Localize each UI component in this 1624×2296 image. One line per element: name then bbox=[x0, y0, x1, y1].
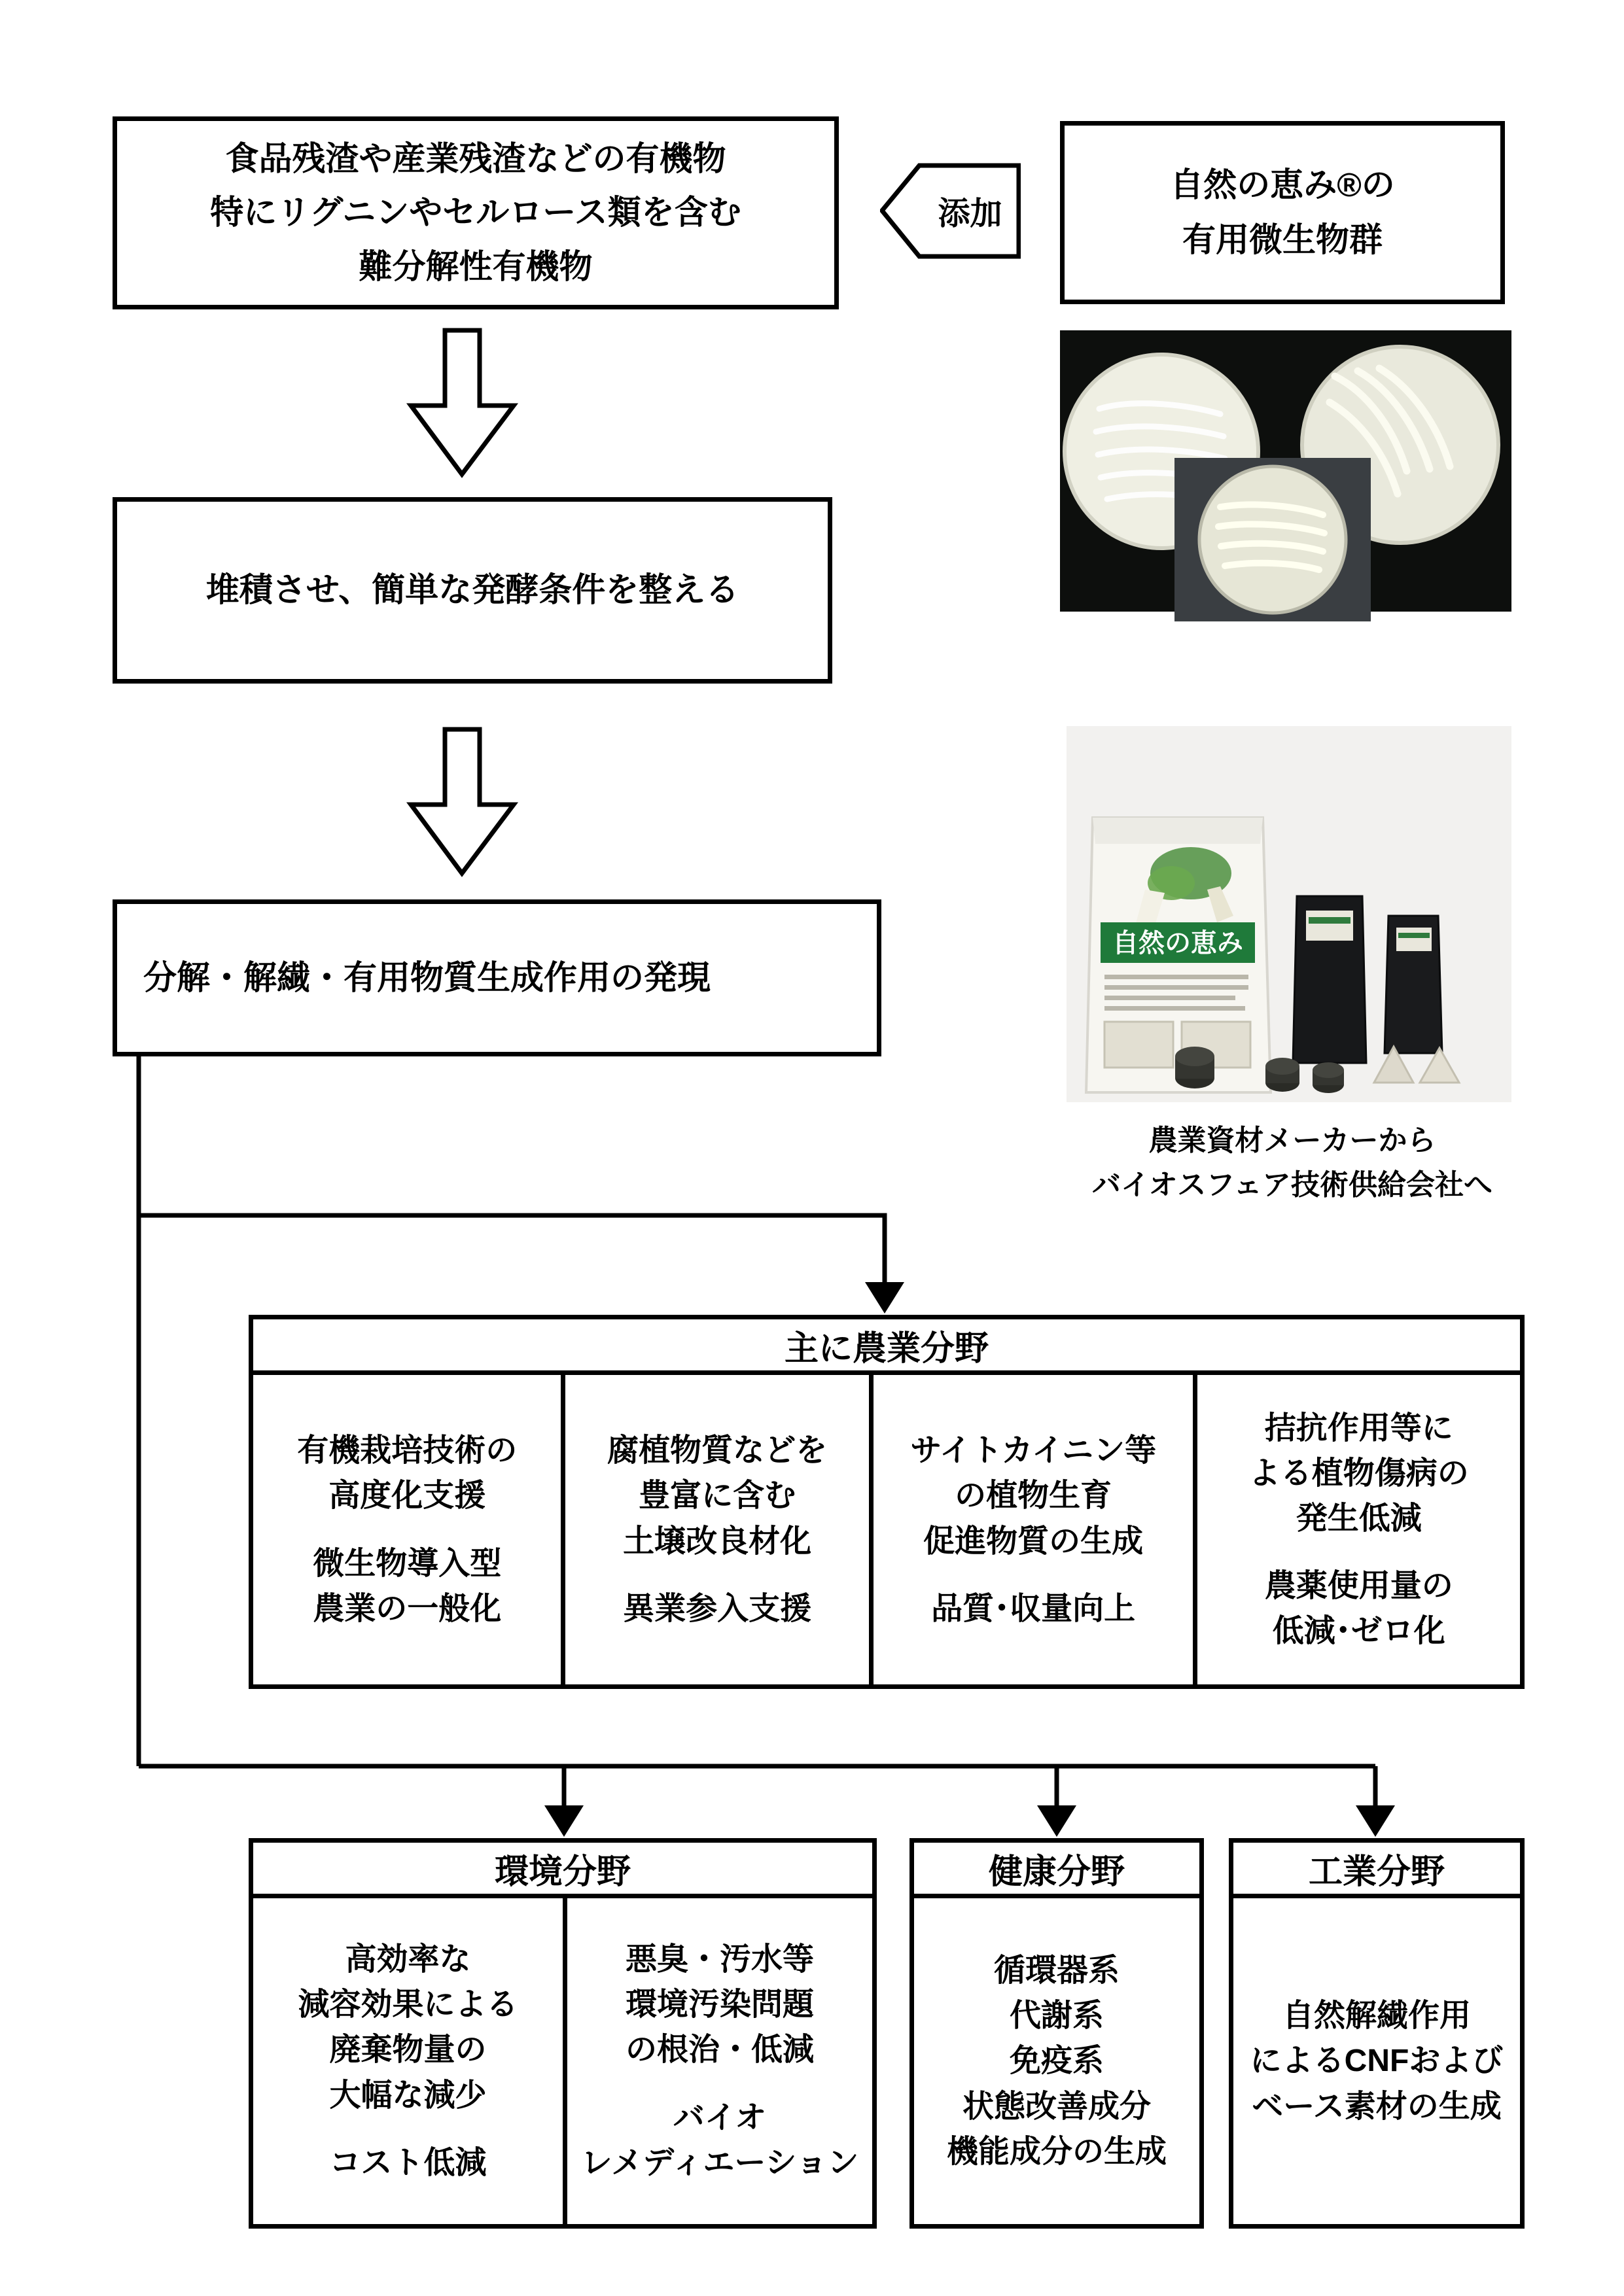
agri-c4-p1-l2: よる植物傷病の bbox=[1248, 1455, 1469, 1491]
industry-cell-cnf-generation bbox=[1233, 1898, 1520, 2224]
arrow-add-label: 添加 bbox=[938, 196, 1002, 232]
agri-cell-disease-reduction bbox=[1193, 1375, 1519, 1684]
agri-c1-p2-l1: 微生物導入型 bbox=[313, 1546, 502, 1581]
group-industry-body bbox=[1229, 1898, 1525, 2229]
env-cell-2-para-2 bbox=[581, 2095, 859, 2185]
env-c2-p2-l2: レメディエーション bbox=[580, 2145, 859, 2180]
node-microbes-line-2: 有用微生物群 bbox=[1182, 221, 1383, 258]
env-c2-p1-l2: 環境汚染問題 bbox=[625, 1987, 814, 2023]
node-organic-matter bbox=[113, 116, 839, 309]
bus-to-agri bbox=[139, 1215, 885, 1285]
down-arrow-1 bbox=[411, 330, 514, 474]
arrowhead-health bbox=[1037, 1805, 1076, 1837]
caption-supply-chain bbox=[1034, 1119, 1551, 1208]
group-industry bbox=[1229, 1838, 1525, 2229]
agri-cell-2-para-1 bbox=[607, 1428, 827, 1563]
agri-cell-4-para-2 bbox=[1265, 1563, 1453, 1654]
group-agriculture-title: 主に農業分野 bbox=[249, 1315, 1525, 1375]
group-health-body bbox=[909, 1898, 1204, 2229]
node-express-line-1: 分解・解繊・有用物質生成作用の発現 bbox=[143, 958, 711, 996]
agri-c4-p2-l2: 低減･ゼロ化 bbox=[1272, 1614, 1445, 1649]
env-c2-p2-l1: バイオ bbox=[673, 2100, 767, 2135]
agri-cell-2-para-2 bbox=[623, 1586, 811, 1631]
photo-petri-dishes bbox=[1060, 330, 1511, 654]
health-c1-l4: 状態改善成分 bbox=[962, 2089, 1151, 2124]
svg-text:自然の恵み: 自然の恵み bbox=[1112, 929, 1243, 958]
group-agriculture bbox=[249, 1315, 1525, 1689]
agri-c2-p1-l1: 腐植物質などを bbox=[607, 1433, 828, 1469]
env-cell-pollution-remediation bbox=[563, 1898, 872, 2224]
env-c2-p1-l3: の根治・低減 bbox=[625, 2032, 814, 2068]
health-c1-l5: 機能成分の生成 bbox=[946, 2134, 1167, 2169]
agri-c2-p1-l2: 豊富に含む bbox=[639, 1478, 796, 1514]
group-health-title: 健康分野 bbox=[909, 1838, 1204, 1898]
caption-supply-line-2: バイオスフェア技術供給会社へ bbox=[1091, 1169, 1493, 1202]
health-c1-l2: 代謝系 bbox=[1009, 1998, 1104, 2034]
env-cell-waste-reduction bbox=[253, 1898, 563, 2224]
env-c1-p1-l2: 減容効果による bbox=[298, 1987, 518, 2023]
node-effect-expression bbox=[113, 899, 881, 1056]
agri-cell-4-para-1 bbox=[1249, 1406, 1469, 1541]
health-c1-l3: 免疫系 bbox=[1009, 2044, 1104, 2079]
agri-c2-p2-l1: 異業参入支援 bbox=[623, 1591, 812, 1626]
agri-c3-p1-l3: 促進物質の生成 bbox=[923, 1523, 1144, 1559]
agri-c4-p1-l1: 拮抗作用等に bbox=[1264, 1410, 1453, 1446]
arrow-add-microbes bbox=[880, 141, 1021, 281]
group-agriculture-body bbox=[249, 1375, 1525, 1689]
node-microbes-line-1: 自然の恵み®の bbox=[1170, 165, 1395, 203]
agri-c3-p1-l2: の植物生育 bbox=[955, 1478, 1112, 1514]
node-organic-line-1: 食品残渣や産業残渣などの有機物 bbox=[225, 139, 726, 177]
node-organic-line-2: 特にリグニンやセルロース類を含む bbox=[210, 194, 741, 232]
node-fermentation-setup bbox=[113, 497, 832, 684]
agri-c4-p1-l3: 発生低減 bbox=[1296, 1501, 1422, 1536]
ind-c1-l3: ベース素材の生成 bbox=[1252, 2089, 1502, 2124]
health-cell-1-para-1 bbox=[947, 1948, 1167, 2174]
ind-c1-l2: によるCNFおよび bbox=[1250, 2044, 1504, 2079]
agri-c1-p2-l2: 農業の一般化 bbox=[313, 1591, 502, 1626]
ind-c1-l1: 自然解繊作用 bbox=[1282, 1998, 1471, 2034]
agri-c1-p1-l1: 有機栽培技術の bbox=[297, 1433, 518, 1469]
agri-c2-p1-l3: 土壌改良材化 bbox=[623, 1523, 812, 1559]
env-c1-p1-l4: 大幅な減少 bbox=[329, 2078, 487, 2113]
industry-cell-1-para-1 bbox=[1250, 1993, 1504, 2129]
agri-c1-p1-l2: 高度化支援 bbox=[328, 1478, 486, 1514]
health-cell-functional-components bbox=[914, 1898, 1199, 2224]
group-environment bbox=[249, 1838, 877, 2229]
agri-cell-soil-improvement bbox=[561, 1375, 868, 1684]
arrowhead-industry bbox=[1356, 1805, 1395, 1837]
agri-cell-1-para-1 bbox=[297, 1428, 517, 1518]
agri-cell-1-para-2 bbox=[313, 1541, 501, 1631]
group-industry-title: 工業分野 bbox=[1229, 1838, 1525, 1898]
env-cell-2-para-1 bbox=[626, 1937, 814, 2072]
agri-cell-growth-promotion bbox=[869, 1375, 1193, 1684]
node-ferment-line-1: 堆積させ、簡単な発酵条件を整える bbox=[205, 571, 739, 609]
agri-cell-organic-cultivation bbox=[253, 1375, 561, 1684]
env-c1-p2-l1: コスト低減 bbox=[329, 2145, 487, 2180]
env-cell-1-para-2 bbox=[329, 2140, 486, 2185]
agri-c4-p2-l1: 農薬使用量の bbox=[1264, 1569, 1453, 1604]
node-organic-line-3: 難分解性有機物 bbox=[359, 247, 593, 285]
agri-cell-3-para-1 bbox=[910, 1428, 1156, 1563]
caption-supply-line-1: 農業資材メーカーから bbox=[1148, 1124, 1436, 1157]
group-environment-title: 環境分野 bbox=[249, 1838, 877, 1898]
env-cell-1-para-1 bbox=[298, 1937, 518, 2117]
agri-cell-3-para-2 bbox=[931, 1586, 1135, 1631]
photo-products bbox=[1067, 726, 1511, 1102]
node-useful-microbes bbox=[1060, 121, 1505, 304]
group-environment-body bbox=[249, 1898, 877, 2229]
group-health bbox=[909, 1838, 1204, 2229]
env-c1-p1-l3: 廃棄物量の bbox=[329, 2032, 487, 2068]
down-arrow-2 bbox=[411, 729, 514, 873]
env-c1-p1-l1: 高効率な bbox=[345, 1942, 471, 1977]
agri-c3-p1-l1: サイトカイニン等 bbox=[910, 1433, 1157, 1469]
env-c2-p1-l1: 悪臭・汚水等 bbox=[625, 1942, 814, 1977]
health-c1-l1: 循環器系 bbox=[993, 1953, 1120, 1989]
arrowhead-agri bbox=[865, 1282, 904, 1313]
arrowhead-env bbox=[544, 1805, 584, 1837]
agri-c3-p2-l1: 品質･収量向上 bbox=[931, 1591, 1136, 1626]
